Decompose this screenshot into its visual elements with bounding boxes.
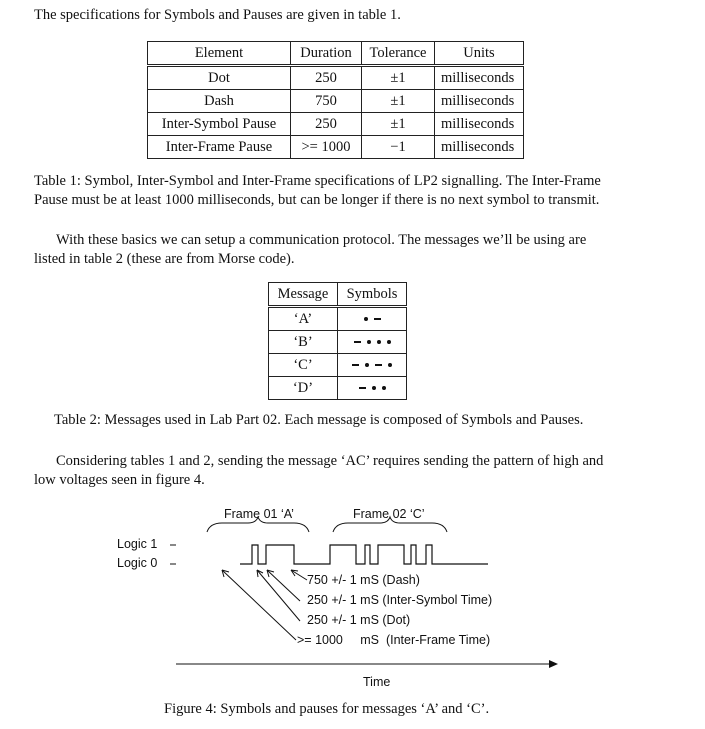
table-cell: milliseconds (435, 136, 524, 159)
table-1-header-duration: Duration (291, 42, 362, 66)
table-2-header-symbols: Symbols (338, 283, 407, 307)
table-1-caption-line-2: Pause must be at least 1000 milliseconds, but can be longer if there is no next symbol to transmit. (34, 192, 600, 208)
table-cell: −1 (362, 136, 435, 159)
paragraph-3-line-1: Considering tables 1 and 2, sending the message ‘AC’ requires sending the pattern of high and (56, 453, 604, 469)
table-cell: 250 (291, 66, 362, 90)
table-cell: 250 (291, 113, 362, 136)
annotation-dot: 250 +/- 1 mS (Dot) (307, 613, 411, 627)
paragraph-2-line-2: listed in table 2 (these are from Morse code). (34, 251, 295, 267)
table-cell: milliseconds (435, 66, 524, 90)
table-1-header-element: Element (148, 42, 291, 66)
waveform (240, 545, 488, 564)
paragraph-2-line-1: With these basics we can setup a communication protocol. The messages we’ll be using are (56, 232, 587, 248)
table-cell: Dash (148, 90, 291, 113)
annotation-inter-symbol: 250 +/- 1 mS (Inter-Symbol Time) (307, 593, 493, 607)
table-cell: Dot (148, 66, 291, 90)
annotation-inter-frame: >= 1000 mS (Inter-Frame Time) (297, 633, 491, 647)
table-cell: milliseconds (435, 90, 524, 113)
dash-arrow (291, 570, 307, 580)
logic-0-label: Logic 0 (117, 556, 158, 570)
table-cell: milliseconds (435, 113, 524, 136)
table-1-caption-line-1: Table 1: Symbol, Inter-Symbol and Inter-Frame specifications of LP2 signalling. The Inter-Frame (34, 173, 601, 189)
message-cell: ‘B’ (269, 331, 338, 354)
table-1-header-tolerance: Tolerance (362, 42, 435, 66)
logic-1-label: Logic 1 (117, 537, 158, 551)
table-cell: Inter-Symbol Pause (148, 113, 291, 136)
table-1-header-units: Units (435, 42, 524, 66)
time-axis-arrowhead (549, 660, 558, 668)
frame-1-label: Frame 01 ‘A’ (224, 507, 294, 521)
annotation-arrows (222, 570, 307, 640)
dash-arrowhead (291, 570, 298, 576)
message-cell: ‘C’ (269, 354, 338, 377)
inter-symbol-arrow (267, 570, 300, 601)
message-cell: ‘D’ (269, 377, 338, 400)
table-cell: ±1 (362, 113, 435, 136)
table-cell: 750 (291, 90, 362, 113)
inter-frame-arrow (222, 570, 296, 640)
table-2-caption: Table 2: Messages used in Lab Part 02. Each message is composed of Symbols and Pauses. (54, 412, 584, 428)
message-cell: ‘A’ (269, 307, 338, 331)
figure-4-caption: Figure 4: Symbols and pauses for messages ‘A’ and ‘C’. (164, 701, 490, 717)
intro-text: The specifications for Symbols and Pauses are given in table 1. (34, 7, 401, 23)
table-2-header-message: Message (269, 283, 338, 307)
table-cell: ±1 (362, 90, 435, 113)
annotation-dash: 750 +/- 1 mS (Dash) (307, 573, 420, 587)
table-cell: Inter-Frame Pause (148, 136, 291, 159)
paragraph-3-line-2: low voltages seen in figure 4. (34, 472, 205, 488)
time-axis-label: Time (363, 675, 391, 689)
frame-2-label: Frame 02 ‘C’ (353, 507, 425, 521)
table-cell: >= 1000 (291, 136, 362, 159)
table-cell: ±1 (362, 66, 435, 90)
